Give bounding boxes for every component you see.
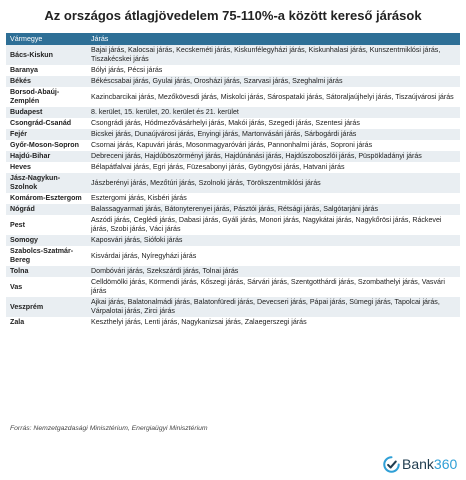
table-row [6,65,460,76]
county-cell: Baranya [10,66,38,74]
county-cell: Békés [10,77,31,85]
table-row [6,204,460,215]
county-cell: Győr-Moson-Sopron [10,141,79,149]
districts-cell: Bicskei járás, Dunaújvárosi járás, Enyingi járás, Martonvásári járás, Sárbogárdi járás [91,130,357,138]
table-row [6,140,460,151]
county-cell: Bács-Kiskun [10,50,53,59]
page-title: Az országos átlagjövedelem 75-110%-a között kereső járások [44,8,422,23]
county-cell: Komárom-Esztergom [10,194,82,202]
logo-number: 360 [433,456,458,472]
county-cell: Zala [10,318,25,326]
table-header [6,33,460,45]
county-cell: Vas [10,282,23,291]
county-cell: Szabolcs-Szatmár-Bereg [10,247,74,264]
districts-cell: Kazincbarcikai járás, Mezőkövesdi járás, Miskolci járás, Sárospataki járás, Sátoraljaújhelyi járás, Tiszaújvárosi járás [91,92,454,101]
districts-cell: Bélapátfalvai járás, Egri járás, Füzesabonyi járás, Gyöngyösi járás, Hatvani járás [91,163,345,171]
county-cell: Borsod-Abaúj-Zemplén [10,88,60,105]
districts-cell: Aszódi járás, Ceglédi járás, Dabasi járás, Gyáli járás, Monori járás, Nagykátai járás, Nagykőrösi járás, Ráckevei járás, Szobi járás, Váci járás [91,216,442,233]
districts-cell: Dombóvári járás, Szekszárdi járás, Tolnai járás [91,267,239,275]
column-header-district: Járás [91,34,109,43]
county-cell: Tolna [10,267,29,275]
districts-cell: Bólyi járás, Pécsi járás [91,66,163,74]
county-cell: Somogy [10,236,38,244]
districts-table [6,33,460,328]
table-row [6,246,460,266]
districts-cell: Kaposvári járás, Siófoki járás [91,236,183,244]
table-row [6,215,460,235]
districts-cell: Kisvárdai járás, Nyíregyházi járás [91,251,197,260]
table-row [6,297,460,317]
county-cell: Budapest [10,108,43,116]
districts-cell: Debreceni járás, Hajdúböszörményi járás, Hajdúnánási járás, Hajdúszoboszlói járás, Püspökladányi járás [91,152,422,160]
table-row [6,107,460,118]
county-cell: Fejér [10,130,27,138]
county-cell: Veszprém [10,302,44,311]
districts-cell: Balassagyarmati járás, Bátonyterenyei járás, Pásztói járás, Rétsági járás, Salgótarjáni járás [91,205,379,213]
districts-cell: Esztergomi járás, Kisbéri járás [91,194,187,202]
table-row [6,193,460,204]
bank360-logo-icon [383,456,400,473]
county-cell: Pest [10,220,25,229]
districts-cell: Békéscsabai járás, Gyulai járás, Orosházi járás, Szarvasi járás, Szeghalmi járás [91,77,343,85]
table-row [6,162,460,173]
county-cell: Csongrád-Csanád [10,119,72,127]
table-row [6,317,460,328]
table-body [6,45,460,328]
districts-cell: Csornai járás, Kapuvári járás, Mosonmagyaróvári járás, Pannonhalmi járás, Soproni járás [91,141,373,149]
districts-cell: Csongrádi járás, Hódmezővásárhelyi járás, Makói járás, Szegedi járás, Szentesi járás [91,119,360,127]
bank360-logo [383,456,457,472]
table-row [6,87,460,107]
districts-cell: Celldömölki járás, Körmendi járás, Kőszegi járás, Sárvári járás, Szentgotthárdi járás, Szombathelyi járás, Vasvári járás [91,278,445,295]
logo-text [402,456,457,472]
table-row [6,277,460,297]
county-cell: Hajdú-Bihar [10,152,51,160]
logo-word: Bank [402,456,434,472]
table-row [6,235,460,246]
districts-cell: Keszthelyi járás, Lenti járás, Nagykanizsai járás, Zalaegerszegi járás [91,318,307,326]
table-row [6,118,460,129]
table-row [6,129,460,140]
table-row [6,76,460,87]
table-row [6,45,460,65]
county-cell: Heves [10,163,31,171]
source-note: Forrás: Nemzetgazdasági Minisztérium, Energiaügyi Minisztérium [10,425,208,432]
districts-cell: Ajkai járás, Balatonalmádi járás, Balatonfüredi járás, Devecseri járás, Pápai járás, Sümegi járás, Tapolcai járás, Várpalotai járás, Zirci járás [91,298,440,315]
districts-cell: Jászberényi járás, Mezőtúri járás, Szolnoki járás, Törökszentmiklósi járás [91,178,321,187]
districts-cell: 8. kerület, 15. kerület, 20. kerület és 21. kerület [91,108,239,116]
districts-cell: Bajai járás, Kalocsai járás, Kecskeméti járás, Kiskunfélegyházi járás, Kiskunhalasi járás, Kunszentmiklósi járás, Tiszakécskei járás [91,46,441,63]
table-row [6,173,460,193]
column-header-county: Vármegye [10,34,43,43]
county-cell: Nógrád [10,205,35,213]
table-row [6,266,460,277]
county-cell: Jász-Nagykun-Szolnok [10,174,61,191]
table-row [6,151,460,162]
